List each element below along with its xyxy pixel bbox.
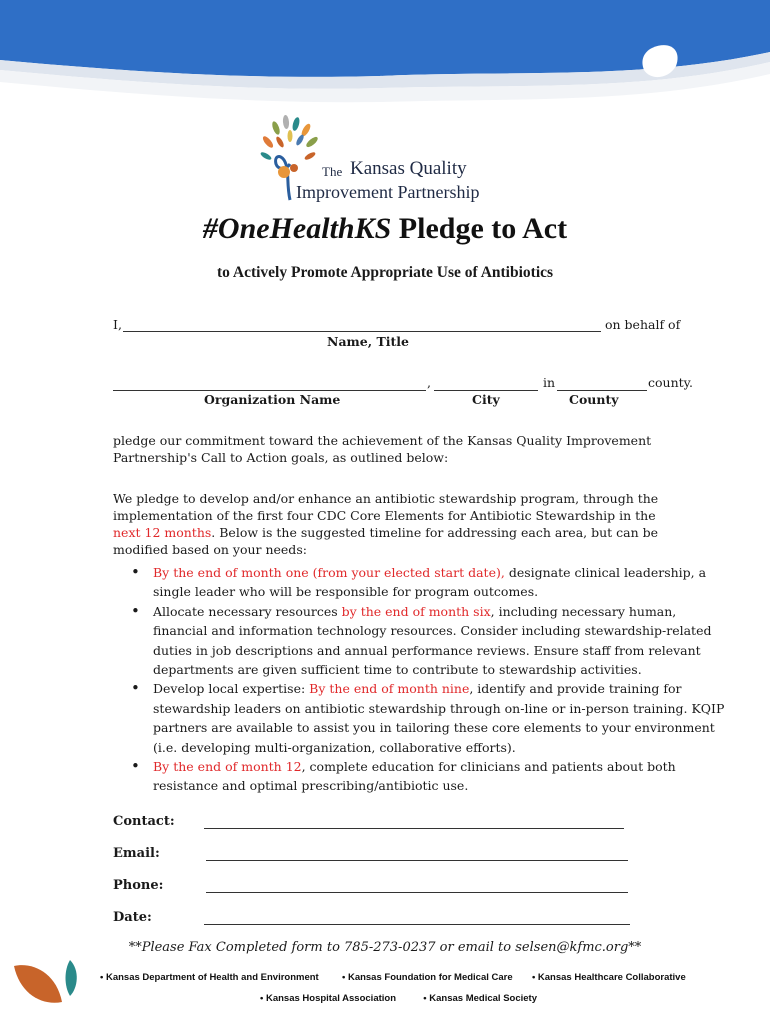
logo-line1-text: Kansas Quality [350, 158, 467, 179]
title-rest: Pledge to Act [391, 212, 568, 245]
pledge-part2: . Below is the suggested timeline for addressing each area, but can be modified based on your needs: [113, 525, 659, 557]
bullet-red: By the end of month nine [309, 681, 470, 697]
header-swoosh-band [0, 0, 770, 130]
line2-suffix: county. [648, 375, 694, 390]
email-field[interactable] [206, 860, 628, 861]
bullet-pre: Allocate necessary resources [153, 603, 342, 619]
name-title-label: Name, Title [327, 334, 409, 349]
bullet-text: designate clinical leadership, a single leader who will be responsible for program outcomes. [153, 565, 707, 600]
bullet-pre: Develop local expertise: [153, 681, 310, 697]
list-item [153, 757, 733, 796]
pledge-paragraph [113, 490, 668, 558]
page-title [0, 212, 770, 246]
bullet-text: , including necessary human, financial and information technology resources. Consider including stewardship-related duties in job descriptions and annual performance reviews. Ensure staff from relevant departments are given sufficient time to contribute to stewardship activities. [153, 603, 712, 678]
list-item [153, 563, 733, 602]
partner-item: • Kansas Foundation for Medical Care [341, 972, 513, 983]
name-title-field[interactable] [123, 331, 601, 332]
kqip-logo [258, 112, 498, 208]
comma: , [427, 375, 431, 390]
partner-item: • Kansas Healthcare Collaborative [531, 972, 686, 983]
page-subtitle: to Actively Promote Appropriate Use of Antibiotics [216, 264, 554, 281]
logo-line2-text: Improvement Partnership [296, 182, 480, 202]
partner-khc: Kansas Healthcare Collaborative [537, 972, 686, 983]
partner-kdhe: Kansas Department of Health and Environment [105, 972, 319, 983]
date-label: Date: [113, 910, 152, 925]
bullet-red: By the end of month 12 [153, 759, 302, 775]
contact-field[interactable] [204, 828, 624, 829]
organization-field[interactable] [113, 390, 426, 391]
line2-in: in [543, 375, 556, 390]
line1-prefix: I, [113, 317, 122, 332]
organization-label: Organization Name [204, 392, 341, 407]
bullet-red: by the end of month six [341, 603, 491, 619]
fax-note: **Please Fax Completed form to 785-273-0237 or email to selsen@kfmc.org** [128, 940, 642, 955]
partner-kfmc: Kansas Foundation for Medical Care [347, 972, 513, 983]
county-field[interactable] [557, 390, 647, 391]
logo-the-text: The [322, 164, 343, 179]
city-field[interactable] [434, 390, 538, 391]
bullet-text: , complete education for clinicians and patients about both resistance and optimal prescribing/antibiotic use. [153, 759, 676, 794]
date-field[interactable] [204, 924, 630, 925]
title-hashtag: #OneHealthKS [202, 212, 392, 245]
pledge-intro: pledge our commitment toward the achievement of the Kansas Quality Improvement Partnership's Call to Action goals, as outlined below: [113, 433, 652, 465]
partner-item: • Kansas Hospital Association [260, 993, 397, 1004]
footer-leaf-icon [12, 958, 82, 1008]
bullet-red: By the end of month one (from your elected start date), [153, 565, 505, 580]
email-label: Email: [113, 846, 160, 861]
partner-item: • Kansas Medical Society [423, 993, 537, 1004]
phone-field[interactable] [206, 892, 628, 893]
line1-suffix: on behalf of [605, 317, 681, 332]
contact-label: Contact: [113, 814, 175, 829]
partner-kha: Kansas Hospital Association [265, 993, 397, 1004]
timeline-list [113, 563, 733, 796]
partner-item: • Kansas Department of Health and Environment [100, 972, 319, 983]
list-item [153, 602, 733, 680]
phone-label: Phone: [113, 878, 164, 893]
partners-row-1 [100, 972, 720, 983]
pledge-part1: We pledge to develop and/or enhance an antibiotic stewardship program, through the implementation of the first four CDC Core Elements for Antibiotic Stewardship in the [113, 491, 659, 523]
partners-row-2 [260, 993, 600, 1004]
county-label: County [569, 392, 619, 407]
partner-kms: Kansas Medical Society [429, 993, 537, 1004]
pledge-red-next12: next 12 months [113, 525, 212, 540]
list-item [153, 679, 733, 757]
city-label: City [472, 392, 500, 407]
bullet-text: , identify and provide training for stewardship leaders on antibiotic stewardship through on-line or in-person training. KQIP partners are available to assist you in tailoring these core elements to your environment (i.e. developing multi-organization, collaborative efforts). [153, 681, 725, 755]
